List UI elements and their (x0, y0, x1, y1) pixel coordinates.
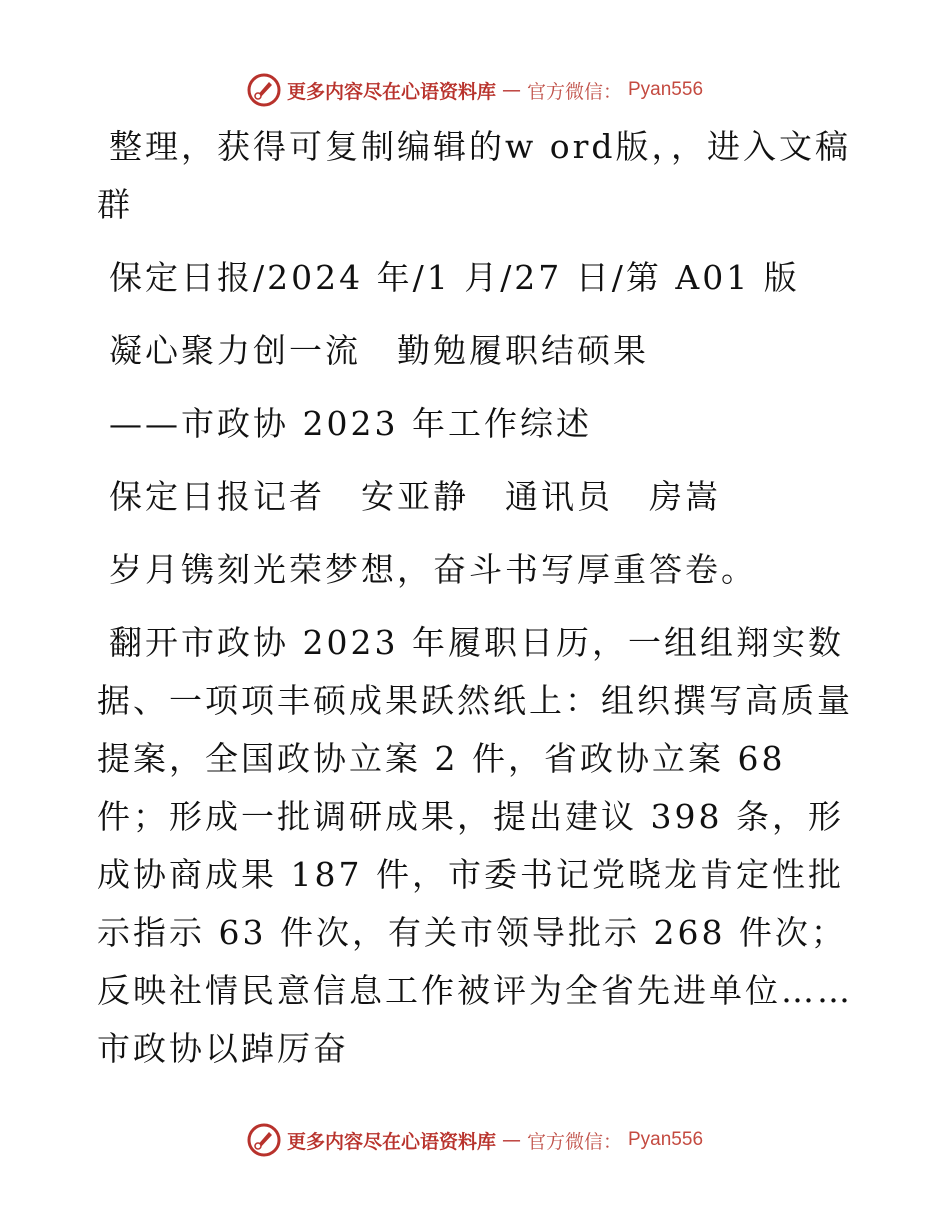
quill-seal-icon (247, 73, 281, 107)
quill-seal-icon (247, 1123, 281, 1157)
body-paragraph: 翻开市政协 2023 年履职日历，一组组翔实数据、一项项丰硕成果跃然纸上：组织撰写高质量提案，全国政协立案 2 件，省政协立案 68 件；形成一批调研成果，提出建议 398 条，形成协商成果 187 件，市委书记党晓龙肯定性批示指示 63 件次，有关市领导批示 268 件次；反映社情民意信息工作被评为全省先进单位……市政协以踔厉奋 (97, 623, 853, 1068)
watermark-site-text: 更多内容尽在心语资料库 (286, 1130, 496, 1153)
source-line: 保定日报/2024 年/1 月/27 日/第 A01 版 (109, 258, 800, 297)
watermark-dash: — (501, 79, 521, 101)
watermark-official-label: 官方微信： (526, 80, 622, 103)
footer-watermark (0, 1120, 950, 1160)
headline: 凝心聚力创一流 勤勉履职结硕果 (109, 331, 649, 370)
watermark-site-text: 更多内容尽在心语资料库 (286, 80, 496, 103)
watermark-account: Pyan556 (628, 1129, 704, 1150)
subheadline: ——市政协 2023 年工作综述 (109, 404, 592, 443)
lead-paragraph: 岁月镌刻光荣梦想，奋斗书写厚重答卷。 (109, 550, 757, 589)
byline: 保定日报记者 安亚静 通讯员 房嵩 (109, 477, 721, 516)
watermark-dash: — (501, 1129, 521, 1151)
intro-note: 整理，获得可复制编辑的w ord版，，进入文稿群 (97, 127, 852, 224)
document-body (97, 118, 857, 1078)
header-watermark (0, 70, 950, 110)
watermark-official-label: 官方微信： (526, 1130, 622, 1153)
watermark-account: Pyan556 (628, 79, 704, 100)
